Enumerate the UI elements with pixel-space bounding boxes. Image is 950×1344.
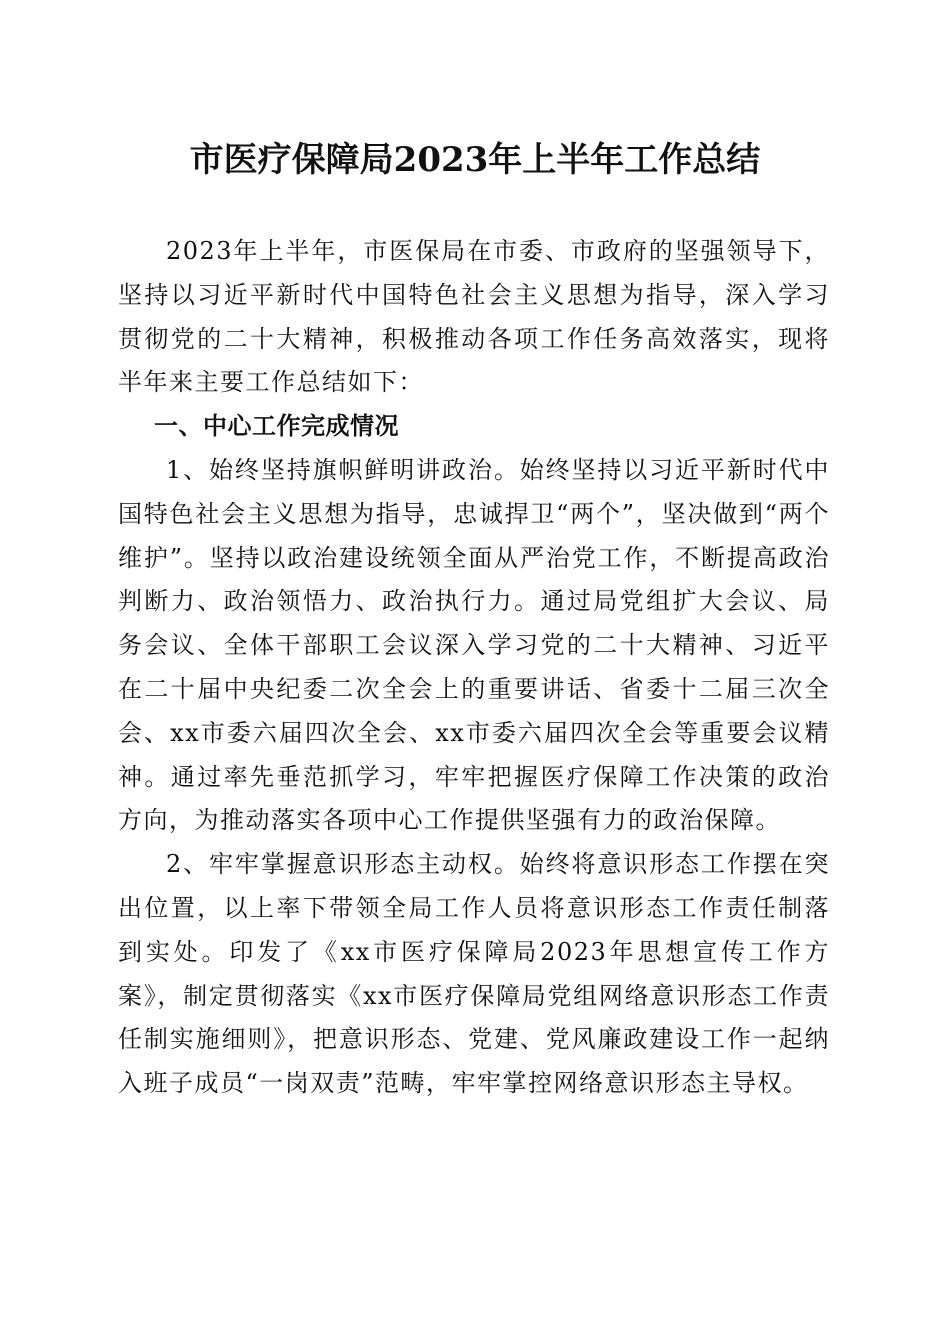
section-heading: 一、中心工作完成情况: [154, 412, 399, 441]
paragraph-1: 1、始终坚持旗帜鲜明讲政治。始终坚持以习近平新时代中国特色社会主义思想为指导，忠诚捍卫“两个”，坚决做到“两个维护”。坚持以政治建设统领全面从严治党工作，不断提高政治判断力、政治领悟力、政治执行力。通过局党组扩大会议、局务会议、全体干部职工会议深入学习党的二十大精神、习近平在二十届中央纪委二次全会上的重要讲话、省委十二届三次全会、xx市委六届四次全会、xx市委六届四次全会等重要会议精神。通过率先垂范抓学习，牢牢把握医疗保障工作决策的政治方向，为推动落实各项中心工作提供坚强有力的政治保障。: [118, 455, 830, 835]
paragraph-2: 2、牢牢掌握意识形态主动权。始终将意识形态工作摆在突出位置，以上率下带领全局工作人员将意识形态工作责任制落到实处。印发了《xx市医疗保障局2023年思想宣传工作方案》，制定贯彻落实《xx市医疗保障局党组网络意识形态工作责任制实施细则》，把意识形态、党建、党风廉政建设工作一起纳入班子成员“一岗双责”范畴，牢牢掌控网络意识形态主导权。: [118, 850, 830, 1098]
document-body: [118, 230, 830, 1106]
intro-paragraph: 2023年上半年，市医保局在市委、市政府的坚强领导下，坚持以习近平新时代中国特色社会主义思想为指导，深入学习贯彻党的二十大精神，积极推动各项工作任务高效落实，现将半年来主要工作总结如下：: [118, 237, 830, 397]
document-title: 市医疗保障局2023年上半年工作总结: [189, 140, 761, 180]
